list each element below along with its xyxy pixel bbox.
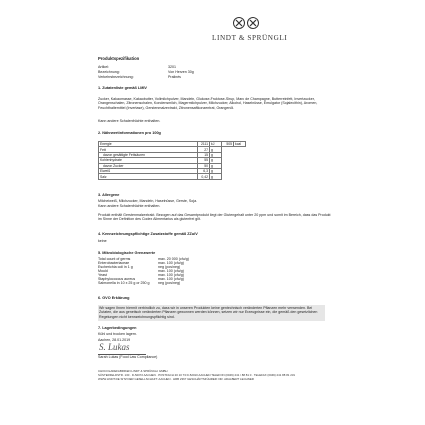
- meta-value: 3201: [168, 65, 176, 69]
- micro-value: max. 100 (cfu/g): [158, 261, 184, 265]
- micro-value: max. 100 (cfu/g): [158, 269, 184, 273]
- micro-label: Staphylococcus aureus: [98, 277, 136, 281]
- table-row: [99, 174, 246, 179]
- nutrition-value: 6,3: [198, 168, 210, 173]
- signatory-name: Sarah Lukas (Food Law Compliance): [98, 355, 158, 359]
- nutrition-unit: g: [210, 147, 222, 152]
- nutrition-label: Fett: [99, 147, 198, 152]
- micro-label: Total count of germs: [98, 257, 131, 261]
- section-1-note: Kann andere Schalenfrüchte enthalten.: [98, 119, 161, 123]
- meta-label: Verkehrsbezeichnung:: [98, 75, 134, 79]
- nutrition-label: Eiweiß: [99, 168, 198, 173]
- meta-row-designation: [98, 70, 248, 74]
- brand-name: LINDT & SPRÜNGLI: [212, 34, 288, 42]
- nutrition-cell: 2111: [198, 142, 210, 147]
- section-1-ingredients: Zucker, Kakaomasse, Kakaobutter, Vollmilchpulver, Mandeln, Glukose-Fruktose-Sirup, Marc de Champagne, Butterreinfett, Invertzucker, Orangenschalen, Zitronenschalen, Kondensmilch, Magermilchpulver, Milchzucker, Alkohol, Haselnüsse, Emulgator (Sojalecithin), Aromen, Feuchthaltemittel (Invertase), Gerstenmalzextrakt, Zitronensaftkonzentrat, Orangenöl.: [98, 97, 318, 110]
- section-4-text: keine: [98, 239, 107, 243]
- section-3-allergens: Milcheiweiß, Milchzucker, Mandeln, Haselnüsse, Gerste, Soja.: [98, 199, 198, 203]
- meta-row-trade-name: [98, 75, 248, 79]
- footer-company: CHOCOLADEFABRIKEN LINDT & SPRÜNGLI GMBH: [98, 369, 168, 373]
- lindt-logo-emblem: [232, 16, 260, 30]
- nutrition-label: davon gesättigte Fettsäuren: [99, 152, 198, 157]
- section-7-title: 7. Lagerbedingungen: [98, 326, 137, 330]
- nutrition-value: 27: [198, 147, 210, 152]
- micro-label: Mould: [98, 269, 108, 273]
- micro-label: Salmonella in 10 x 25 g or 250 g: [98, 281, 150, 285]
- micro-value: max. 100 (cfu/g): [158, 273, 184, 277]
- footer-registry: WWW.LINDT.DE SITZ DER GESELLSCHAFT: AACHEN · HRB 2367 GESCHÄFTSFÜHRER: DR. ADALBERT LECHNER: [98, 377, 254, 381]
- micro-label: Escherichia coli in 1 g: [98, 265, 133, 269]
- nutrition-value: 50: [198, 163, 210, 168]
- nutrition-unit: g: [210, 168, 222, 173]
- meta-row-article: [98, 65, 248, 69]
- micro-label: Yeast: [98, 273, 107, 277]
- document-title: Produktspezifikation: [98, 56, 140, 61]
- section-3-title: 3. Allergene: [98, 193, 120, 197]
- micro-value: max. 20 000 (cfu/g): [158, 257, 189, 261]
- nutrition-table: [98, 141, 246, 180]
- handwritten-signature: S. Lukas: [99, 342, 130, 352]
- meta-value: Von Herzen 30g: [168, 70, 194, 74]
- micro-value: neg (pos/neg): [158, 265, 181, 269]
- nutrition-value: 15: [198, 152, 210, 157]
- section-6-title: 6. GVO Erklärung: [98, 296, 130, 300]
- section-3-gluten-statement: Produkt enthält Gerstenmalzextrakt. Bezogen auf das Gesamtprodukt liegt der Glutengehalt unter 20 ppm und somit im Bereich, dass das Produkt im Sinne der Definition des Codex Alimentarius als glutenfrei gilt.: [98, 213, 331, 222]
- meta-label: Bezeichnung:: [98, 70, 120, 74]
- section-7-text: Kühl und trocken lagern.: [98, 332, 137, 336]
- nutrition-unit: g: [210, 174, 222, 179]
- micro-value: max. 100 (cfu/g): [158, 277, 184, 281]
- meta-value: Pralinés: [168, 75, 181, 79]
- section-3-note: Kann andere Schalenfrüchte enthalten.: [98, 204, 161, 208]
- nutrition-unit: g: [210, 152, 222, 157]
- nutrition-value: 0,42: [198, 174, 210, 179]
- nutrition-cell: kcal: [234, 142, 246, 147]
- micro-value: neg (pos/neg): [158, 281, 181, 285]
- nutrition-label: Salz: [99, 174, 198, 179]
- nutrition-unit: g: [210, 163, 222, 168]
- section-5-title: 5. Mikrobiologische Grenzwerte: [98, 251, 156, 255]
- footer-address: SÜSTERFELDSTR. 130 · D-52072 AACHEN · POSTFACH 20 10 73 D-52010 AACHEN TELEFON (0049) 241 / 88 81 0 · TELEFAX (0049) 241 88 81 231: [98, 373, 296, 377]
- micro-label: Enterobacteriaceae: [98, 261, 130, 265]
- nutrition-cell: Energie: [99, 142, 198, 147]
- section-2-title: 2. Nährwertinformationen pro 100g: [98, 131, 161, 135]
- nutrition-cell: 505: [222, 142, 234, 147]
- nutrition-label: Kohlenhydrate: [99, 158, 198, 163]
- nutrition-value: 55: [198, 158, 210, 163]
- nutrition-cell: kJ: [210, 142, 222, 147]
- nutrition-label: davon Zucker: [99, 163, 198, 168]
- section-4-title: 4. Kennzeichnungspflichtige Zusatzstoffe gemäß ZZulV: [98, 232, 198, 236]
- place-date: Aachen, 28.01.2019: [98, 338, 131, 342]
- section-1-title: 1. Zutatenliste gemäß LMIV: [98, 86, 147, 90]
- section-6-text: Wir sagen Ihnen hiermit verbindlich zu, dass wir in unseren Produkten keine gentechnisch veränderten Pflanzen mehr verwenden. Bei Zutaten, die aus genetisch veränderten Pflanzen gewonnen werden können, setzen wir nur Erzeugnisse ein, die gemäß den gesetzlichen Regelungen nicht kennzeichnungspflichtig sind.: [99, 306, 318, 319]
- micro-row: [98, 281, 180, 285]
- nutrition-unit: g: [210, 158, 222, 163]
- meta-label: Artikel:: [98, 65, 109, 69]
